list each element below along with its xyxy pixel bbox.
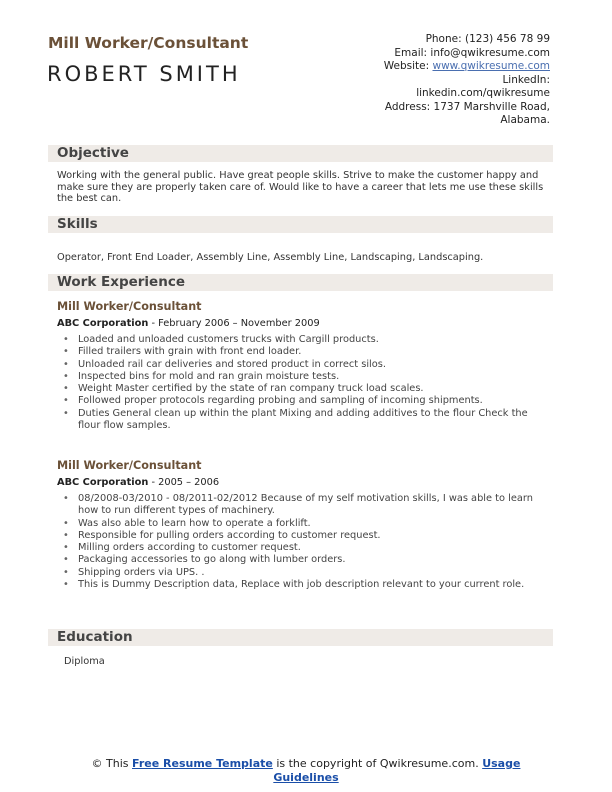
job-1-title: Mill Worker/Consultant: [57, 300, 202, 313]
footer-prefix: © This: [91, 757, 133, 770]
list-item: • Followed proper protocols regarding probing and sampling of incoming shipments.: [57, 395, 552, 407]
resume-job-title: Mill Worker/Consultant: [48, 34, 249, 52]
free-resume-template-link[interactable]: Free Resume Template: [132, 757, 273, 770]
list-item: • Was also able to learn how to operate a forklift.: [57, 518, 552, 530]
list-item: • Milling orders according to customer request.: [57, 542, 552, 554]
footer-middle: is the copyright of Qwikresume.com.: [272, 757, 483, 770]
list-item: • Duties General clean up within the plant Mixing and adding additives to the flour Check the flour flow samples.: [57, 408, 552, 433]
contact-linkedin-value: linkedin.com/qwikresume: [416, 87, 550, 99]
list-item: • Inspected bins for mold and ran grain moisture tests.: [57, 371, 552, 383]
skills-text: Operator, Front End Loader, Assembly Line, Assembly Line, Landscaping, Landscaping.: [57, 252, 484, 263]
usage-guidelines-link-part-1[interactable]: Usage: [482, 757, 521, 770]
phone-label: Phone:: [425, 33, 462, 45]
education-text: Diploma: [64, 656, 105, 667]
contact-linkedin-label: LinkedIn:: [502, 73, 550, 86]
list-item: • Filled trailers with grain with front end loader.: [57, 346, 552, 358]
address-line-2: Alabama.: [500, 114, 550, 126]
list-item: • This is Dummy Description data, Replace with job description relevant to your current role.: [57, 579, 552, 591]
contact-block: [310, 33, 550, 128]
candidate-name: ROBERT SMITH: [47, 62, 241, 86]
objective-text: Working with the general public. Have great people skills. Strive to make the customer happy and make sure they are properly taken care of. Would like to have a career that lets me use these skills the best can.: [57, 170, 544, 205]
job-1-company: ABC Corporation: [57, 318, 149, 329]
email-label: Email:: [394, 46, 428, 59]
contact-email: [310, 47, 550, 61]
job-2-dates: - 2005 – 2006: [148, 477, 220, 488]
job-1-company-line: [57, 318, 320, 329]
list-item: • Loaded and unloaded customers trucks with Cargill products.: [57, 334, 552, 346]
objective-heading: Objective: [48, 145, 553, 162]
job-2-title: Mill Worker/Consultant: [57, 459, 202, 472]
address-line-1: 1737 Marshville Road,: [433, 100, 550, 113]
email-value: info@qwikresume.com: [430, 46, 550, 59]
skills-heading: Skills: [48, 216, 553, 233]
contact-phone: [310, 33, 550, 47]
job-1-dates: - February 2006 – November 2009: [148, 318, 320, 329]
contact-website: [310, 60, 550, 74]
list-item: • Responsible for pulling orders according to customer request.: [57, 530, 552, 542]
website-link[interactable]: www.qwikresume.com: [432, 60, 550, 72]
work-experience-heading: Work Experience: [48, 274, 553, 291]
phone-value: (123) 456 78 99: [464, 33, 550, 45]
list-item: • Shipping orders via UPS. .: [57, 567, 552, 579]
copyright-footer: [0, 757, 612, 785]
list-item: • Packaging accessories to go along with lumber orders.: [57, 554, 552, 566]
contact-address: [310, 101, 550, 115]
list-item: • 08/2008-03/2010 - 08/2011-02/2012 Because of my self motivation skills, I was able to learn how to run different types of machinery.: [57, 493, 552, 518]
website-label: Website:: [383, 60, 430, 72]
usage-guidelines-link-part-2[interactable]: Guidelines: [273, 771, 339, 784]
education-heading: Education: [48, 629, 553, 646]
job-2-bullets: [57, 493, 552, 591]
list-item: • Weight Master certified by the state of ran company truck load scales.: [57, 383, 552, 395]
address-label: Address:: [384, 100, 431, 113]
list-item: • Unloaded rail car deliveries and stored product in correct silos.: [57, 359, 552, 371]
job-1-bullets: [57, 334, 552, 432]
job-2-company: ABC Corporation: [57, 477, 149, 488]
job-2-company-line: [57, 477, 219, 488]
